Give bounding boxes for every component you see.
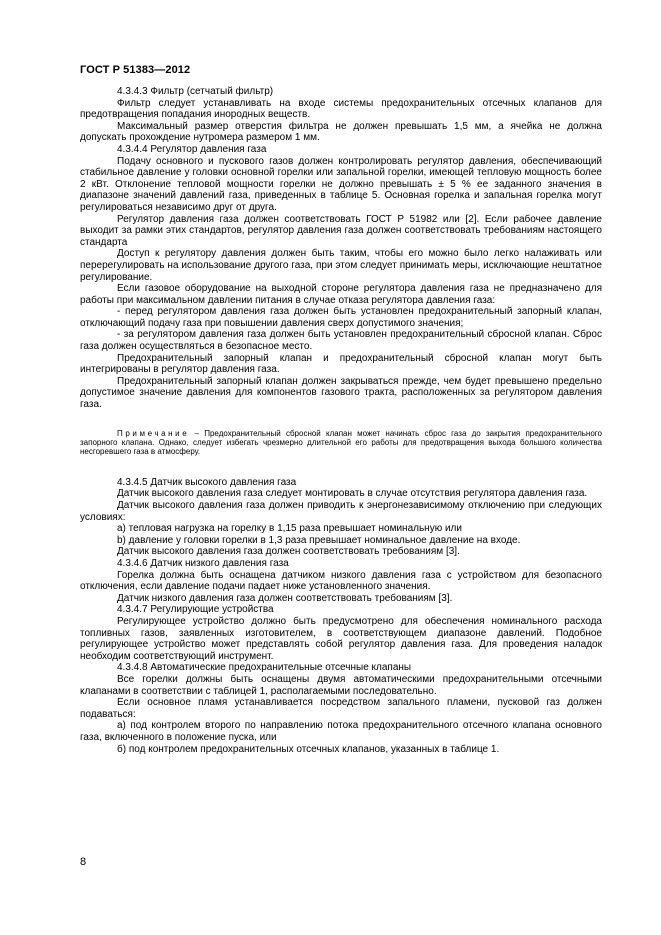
section-heading-4-3-4-4: 4.3.4.4 Регулятор давления газа — [117, 143, 267, 155]
paragraph: Регулятор давления газа должен соответствовать ГОСТ Р 51982 или [2]. Если рабочее давление выходит за рамки этих стандартов, регулятор давления газа должен соответствовать требованиям настоящего стандарта — [80, 213, 602, 248]
list-item: b) давление у головки горелки в 1,3 раза превышает номинальное давление на входе. — [117, 534, 521, 546]
paragraph: Регулирующее устройство должно быть предусмотрено для обеспечения номинального расхода топливных газов, заявленных изготовителем, в соответствующем диапазоне давлений. Подобное регулирующее устройство может представлять собой регулятор давления газа. Для проведения наладок необходим соответствующий инструмент. — [80, 615, 602, 662]
paragraph: Горелка должна быть оснащена датчиком низкого давления газа с устройством для безопасного отключения, если давление подачи падает ниже установленного значения. — [80, 569, 602, 593]
list-item: - перед регулятором давления газа должен быть установлен предохранительный запорный клапан, отключающий подачу газа при повышении давления сверх допустимого значения; — [80, 306, 602, 329]
list-item: а) под контролем второго по направлению потока предохранительного отсечного клапана основного газа, включенного в положение пуска, или — [80, 720, 602, 743]
paragraph: Доступ к регулятору давления должен быть таким, чтобы его можно было легко налаживать или перерегулировать на использование другого газа, при этом следует принимать меры, исключающие нештатное регулирование. — [80, 248, 602, 283]
paragraph: Максимальный размер отверстия фильтра не должен превышать 1,5 мм, а ячейка не должна допускать прохождение нутромера размером 1 мм. — [80, 120, 602, 144]
paragraph: Фильтр следует устанавливать на входе системы предохранительных отсечных клапанов для предотвращения попадания инородных веществ. — [80, 97, 602, 121]
list-item: б) под контролем предохранительных отсечных клапанов, указанных в таблице 1. — [117, 743, 500, 755]
page-number: 8 — [80, 856, 87, 868]
document-body — [80, 86, 602, 755]
note-label: Примечание — [117, 428, 190, 438]
paragraph: Если газовое оборудование на выходной стороне регулятора давления газа не предназначено для работы при максимальном давлении питания в случае отказа регулятора давления газа: — [80, 283, 602, 306]
section-heading-4-3-4-3: 4.3.4.3 Фильтр (сетчатый фильтр) — [117, 86, 274, 97]
list-item: - за регулятором давления газа должен быть установлен предохранительный сбросной клапан. Сброс газа должен осуществляться в безопасное место. — [80, 329, 602, 353]
list-item: а) тепловая нагрузка на горелку в 1,15 раза превышает номинальную или — [117, 523, 462, 535]
paragraph: Если основное пламя устанавливается посредством запального пламени, пусковой газ должен подаваться: — [80, 697, 602, 720]
paragraph: Датчик низкого давления газа должен соответствовать требованиям [3]. — [117, 592, 453, 604]
standard-header: ГОСТ Р 51383—2012 — [80, 64, 191, 76]
paragraph: Датчик высокого давления газа должен приводить к энергонезависимому отключению при следующих условиях: — [80, 500, 602, 523]
paragraph: Подачу основного и пускового газов должен контролировать регулятор давления, обеспечивающий стабильное давление у головки основной горелки или запальной горелки, имеющей тепловую мощность более 2 кВт. Отклонение тепловой мощности горелки не должно превышать ± 5 % ее заданного значения в диапазоне значений давлений газа, приведенных в таблице 5. Основная горелка и запальная горелка могут регулироваться независимо друг от друга. — [80, 155, 602, 213]
paragraph: Все горелки должны быть оснащены двумя автоматическими предохранительными отсечными клапанами в соответствии с таблицей 1, располагаемыми последовательно. — [80, 673, 602, 697]
note-block — [80, 429, 602, 457]
section-heading-4-3-4-6: 4.3.4.6 Датчик низкого давления газа — [117, 558, 289, 569]
section-heading-4-3-4-8: 4.3.4.8 Автоматические предохранительные отсечные клапаны — [117, 662, 412, 674]
paragraph: Предохранительный запорный клапан должен закрываться прежде, чем будет превышено предельно допустимое значение давления для компонентов газового тракта, расположенных за регулятором давления газа. — [80, 375, 602, 411]
paragraph: Датчик высокого давления газа следует монтировать в случае отсутствия регулятора давления газа. — [117, 488, 588, 500]
section-heading-4-3-4-5: 4.3.4.5 Датчик высокого давления газа — [117, 476, 297, 488]
paragraph: Предохранительный запорный клапан и предохранительный сбросной клапан могут быть интегрированы в регулятор давления газа. — [80, 352, 602, 376]
note-text: – Предохранительный сбросной клапан может начинать сброс газа до закрытия предохранительного запорного клапана. Однако, следует избегать чрезмерно длительной его работы для предотвращения выхода большого количества несгоревшего газа в атмосферу. — [80, 428, 602, 457]
section-heading-4-3-4-7: 4.3.4.7 Регулирующие устройства — [117, 604, 274, 616]
paragraph: Датчик высокого давления газа должен соответствовать требованиям [3]. — [117, 546, 460, 558]
